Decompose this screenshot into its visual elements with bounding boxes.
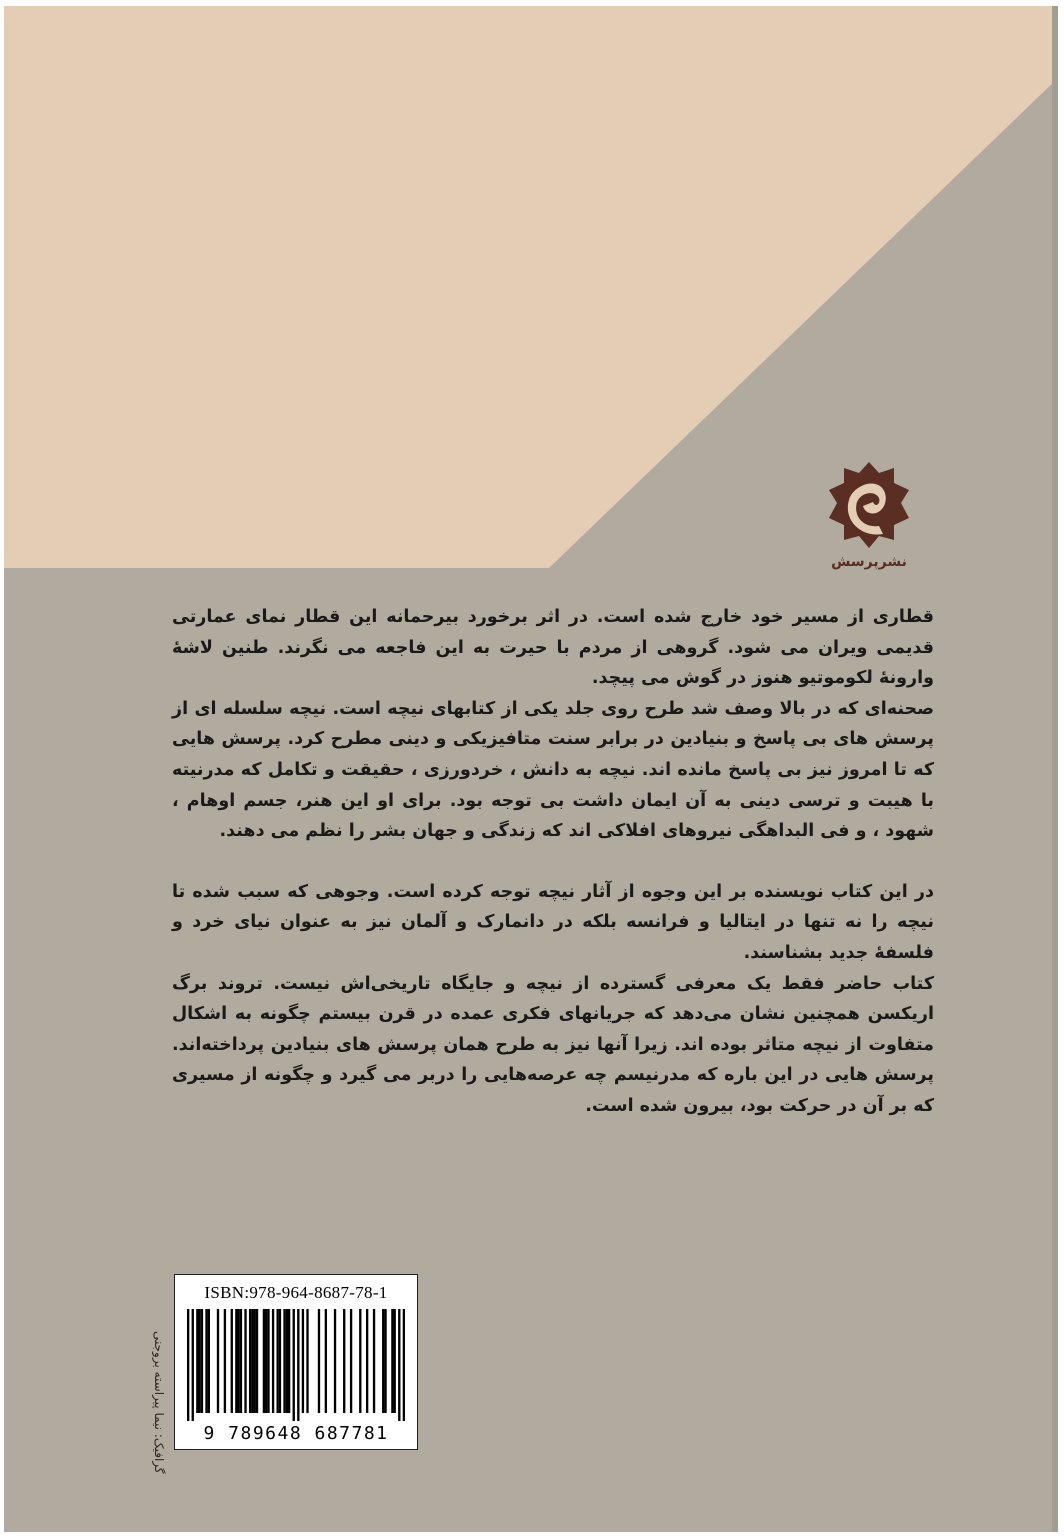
barcode-bar (403, 1309, 405, 1421)
barcode-bar (265, 1309, 267, 1413)
publisher-name: نشرپرسش (831, 554, 907, 570)
barcode-bar (249, 1309, 251, 1413)
barcode-bar (394, 1309, 396, 1413)
barcode-bar (201, 1309, 203, 1413)
graphics-credit: گرافیک: نیما پیراسته بروجنی (152, 1331, 166, 1474)
barcode-bar (325, 1309, 327, 1413)
barcode-bar (231, 1309, 233, 1413)
barcode-bar (251, 1309, 253, 1413)
isbn-label: ISBN:978-964-8687-78-1 (204, 1283, 388, 1302)
barcode-bar (382, 1309, 384, 1413)
barcode (187, 1309, 405, 1421)
barcode-bar (384, 1309, 386, 1413)
barcode-bar (297, 1309, 299, 1421)
barcode-bar (205, 1309, 207, 1413)
barcode-bar (306, 1309, 308, 1413)
barcode-bar (350, 1309, 352, 1413)
blurb-paragraph-2: صحنه‌ای که در بالا وصف شد طرح روی جلد یکی از کتابهای نیچه است. نیچه سلسله ای از پرسش های بی پاسخ و بنیادین در برابر سنت متافیزیکی و دینی مطرح کرد. پرسش هایی که تا امروز نیز بی پاسخ مانده اند. نیچه به دانش ، خردورزی ، حقیقت و تکامل که مدرنیته با هیبت و ترسی دینی به آن ایمان داشت بی توجه بود. برای او این هنر، جسم اوهام ، شهود ، و فی البداهگی نیروهای افلاکی اند که زندگی و جهان بشر را نظم می دهند. (172, 698, 934, 842)
barcode-bar (318, 1309, 320, 1413)
barcode-bar (359, 1309, 361, 1413)
barcode-bar (224, 1309, 226, 1413)
barcode-bar (208, 1309, 210, 1413)
barcode-bar (334, 1309, 336, 1413)
barcode-bar (187, 1309, 189, 1421)
blurb-paragraph-1: قطاری از مسیر خود خارج شده است. در اثر برخورد بیرحمانه این قطار نمای عمارتی قدیمی ویران می شود. گروهی از مردم با حیرت به این فاجعه می نگرند. طنین لاشهٔ وارونهٔ لکوموتیو هنوز در گوش می پیچد. (172, 607, 934, 689)
barcode-bar (263, 1309, 265, 1413)
barcode-bar (192, 1309, 194, 1421)
blurb-paragraph-4: کتاب حاضر فقط یک معرفی گسترده از نیچه و جایگاه تاریخی‌اش نیست. تروند برگ اریکسن همچنین نشان می‌دهد که جریانهای فکری عمده در قرن بیستم چگونه به اشکال متفاوت از نیچه متاثر بوده اند. زیرا آنها نیز به طرح همان پرسش های بنیادین پرداخته‌اند. پرسش هایی در این باره که مدرنیسم چه عرصه‌هایی را دربر می گیرد و چگونه از مسیری که بر آن در حرکت بود، بیرون شده است. (172, 973, 934, 1116)
barcode-bar (279, 1309, 281, 1413)
barcode-bar (283, 1309, 285, 1413)
paragraph-gap (172, 847, 934, 877)
barcode-bar (196, 1309, 198, 1413)
barcode-bar (237, 1309, 239, 1413)
barcode-bar (366, 1309, 368, 1413)
barcode-bar (244, 1309, 246, 1413)
barcode-bar (343, 1309, 345, 1413)
barcode-bar (286, 1309, 288, 1413)
isbn-digits: 9 789648 687781 (203, 1423, 389, 1444)
blurb (172, 602, 934, 1122)
barcode-bar (272, 1309, 274, 1413)
barcode-bar (302, 1309, 304, 1413)
barcode-bar (398, 1309, 400, 1421)
barcode-bar (256, 1309, 258, 1413)
barcode-bar (267, 1309, 269, 1413)
cover-edge (1052, 6, 1058, 1532)
barcode-bar (254, 1309, 256, 1413)
barcode-bar (293, 1309, 295, 1421)
barcode-bar (276, 1309, 278, 1413)
isbn-barcode-box (174, 1274, 418, 1450)
barcode-bar (240, 1309, 242, 1413)
blurb-paragraph-3: در این کتاب نویسنده بر این وجوه از آثار نیچه توجه کرده است. وجوهی که سبب شده تا نیچه را نه تنها در ایتالیا و فرانسه بلکه در دانمارک و آلمان نیز به عنوان نیای خرد و فلسفهٔ جدید بشناسند. (172, 881, 934, 963)
barcode-bar (198, 1309, 200, 1413)
barcode-bar (373, 1309, 375, 1413)
barcode-bar (235, 1309, 237, 1413)
barcode-bar (391, 1309, 393, 1413)
publisher-seal-icon (824, 456, 914, 566)
barcode-bar (288, 1309, 290, 1413)
barcode-bar (217, 1309, 219, 1413)
book-back-cover (4, 6, 1058, 1532)
